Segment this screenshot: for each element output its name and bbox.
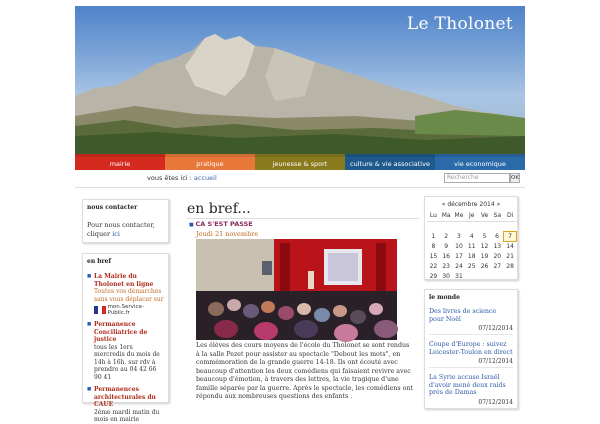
- main-title: en bref...: [187, 201, 251, 217]
- calendar-day: [453, 221, 466, 231]
- list-item: [87, 273, 164, 316]
- calendar-day[interactable]: 26: [480, 262, 489, 270]
- calendar-weekday: Me: [454, 212, 464, 220]
- calendar-day[interactable]: 6: [495, 232, 499, 240]
- news-date: 07/12/2014: [478, 325, 513, 332]
- calendar-day[interactable]: 25: [467, 262, 476, 270]
- bref-sidebar: [82, 253, 169, 423]
- calendar-day: [465, 221, 478, 231]
- breadcrumb: [147, 174, 217, 182]
- news-link[interactable]: Coupe d'Europe : suivez Leicester-Toulon en direct: [429, 341, 513, 356]
- bref-item-head[interactable]: ■ Permanences architecturales du CAUE: [94, 386, 156, 408]
- list-item: [429, 308, 513, 335]
- french-flag-icon: [94, 306, 106, 314]
- main-nav: [75, 154, 525, 170]
- article-date: Jeudi 21 novembre: [196, 230, 259, 238]
- calendar-day: [427, 221, 440, 231]
- bref-item-head[interactable]: ■ La Mairie du Tholonet en ligne: [94, 273, 154, 288]
- article-photo: [196, 239, 397, 340]
- calendar-day[interactable]: 27: [493, 262, 502, 270]
- calendar-day: [478, 221, 491, 231]
- calendar-day[interactable]: 5: [482, 232, 487, 240]
- list-item: [87, 321, 164, 381]
- page: [75, 6, 525, 423]
- bref-item-text: 2ème mardi matin du mois en mairie: [94, 408, 160, 423]
- calendar-day[interactable]: 11: [467, 242, 476, 250]
- calendar-day[interactable]: 31: [455, 272, 463, 280]
- calendar-day: [440, 221, 453, 231]
- calendar-day[interactable]: 28: [506, 262, 514, 270]
- calendar-weekday: Lu: [429, 212, 437, 220]
- calendar-day: [504, 221, 517, 231]
- header-banner: [75, 6, 525, 154]
- calendar-day: [465, 271, 478, 281]
- calendar-day[interactable]: 12: [480, 242, 489, 250]
- nav-item-jeunesse-sport[interactable]: jeunesse & sport: [255, 154, 345, 170]
- calendar-day[interactable]: 9: [444, 242, 449, 250]
- calendar-day: [491, 271, 504, 281]
- calendar-day[interactable]: 4: [469, 232, 474, 240]
- news-widget-title: le monde: [429, 294, 460, 301]
- calendar-day[interactable]: 16: [442, 252, 450, 260]
- calendar-weekday: Ve: [480, 212, 489, 220]
- nav-item-pratique[interactable]: pratique: [165, 154, 255, 170]
- nav-item-vie-economique[interactable]: vie economique: [435, 154, 525, 170]
- list-item: [429, 374, 513, 406]
- calendar-day[interactable]: 17: [455, 252, 463, 260]
- news-widget: [424, 289, 518, 409]
- calendar-weekday: Sa: [493, 212, 502, 220]
- calendar-day[interactable]: 23: [442, 262, 450, 270]
- list-item: [87, 386, 164, 424]
- calendar-day[interactable]: 18: [467, 252, 476, 260]
- contact-description: Pour nous contacter, cliquer: [87, 221, 155, 238]
- calendar-widget: [424, 196, 518, 280]
- calendar-day[interactable]: 21: [506, 252, 514, 260]
- calendar-day: [478, 271, 491, 281]
- contact-link[interactable]: ici: [112, 230, 120, 238]
- calendar-day[interactable]: 22: [429, 262, 438, 270]
- calendar-day[interactable]: 19: [480, 252, 489, 260]
- calendar-day[interactable]: 14: [506, 242, 514, 250]
- site-title[interactable]: Le Tholonet: [406, 14, 513, 34]
- calendar-day[interactable]: 15: [429, 252, 438, 260]
- bref-item-head[interactable]: ■ Permanence Conciliatrice de justice: [94, 321, 148, 343]
- news-link[interactable]: La Syrie accuse Israël d'avoir mené deux raids près de Damas: [429, 374, 506, 396]
- calendar-weekday: Ma: [441, 212, 451, 220]
- article-category[interactable]: ■ CA S'EST PASSE: [189, 220, 253, 228]
- breadcrumb-home-link[interactable]: accueil: [193, 174, 217, 182]
- calendar-grid: [427, 211, 517, 281]
- bref-item-text: tous les 1ers mercredis du mois de 14h à 16h. sur rdv à prendre au 04 42 66 90 41: [94, 343, 160, 381]
- calendar-day[interactable]: 1: [431, 232, 436, 240]
- calendar-day[interactable]: 3: [457, 232, 461, 240]
- calendar-day[interactable]: 7: [504, 231, 517, 241]
- calendar-day[interactable]: 10: [455, 242, 463, 250]
- calendar-day[interactable]: 13: [493, 242, 502, 250]
- contact-title: nous contacter: [87, 204, 138, 211]
- bref-item-sub[interactable]: Toutes vos démarches sans vous déplacer sur: [94, 288, 164, 303]
- calendar-month-nav[interactable]: « décembre 2014 »: [441, 201, 501, 208]
- calendar-weekday: Di: [506, 212, 514, 220]
- calendar-day: [504, 271, 517, 281]
- news-link[interactable]: Des livres de science pour Noël: [429, 308, 497, 323]
- divider: [429, 367, 513, 368]
- search-button[interactable]: OK: [511, 175, 519, 181]
- news-date: 07/12/2014: [478, 358, 513, 365]
- search-input[interactable]: Recherche: [444, 173, 510, 183]
- news-date: 07/12/2014: [478, 398, 513, 406]
- calendar-day[interactable]: 24: [455, 262, 463, 270]
- calendar-day[interactable]: 30: [442, 272, 450, 280]
- list-item: [429, 341, 513, 368]
- service-public-logo[interactable]: [94, 304, 164, 316]
- calendar-weekday: Je: [469, 212, 475, 220]
- nav-item-mairie[interactable]: mairie: [75, 154, 165, 170]
- divider: [429, 334, 513, 335]
- calendar-day: [491, 221, 504, 231]
- nav-item-culture[interactable]: culture & vie associative: [345, 154, 435, 170]
- calendar-day[interactable]: 20: [493, 252, 502, 260]
- calendar-day[interactable]: 8: [431, 242, 436, 250]
- divider: [75, 187, 525, 188]
- title-underline: [187, 218, 419, 219]
- article-text: Les élèves des cours moyens de l'école du Tholonet se sont rendus à la salle Pezet pour assister au spectacle "Debout les mots", en commémoration de la grande guerre 14-18. Ils ont écouté avec beaucoup d'attention les deux comédiens qui faisaient revivre avec beaucoup d'émotion, à travers des lettres, la vie tragique d'une famille séparée par la guerre. Après le spectacle, les comédiens ont répondu aux nombreuses questions des enfants .: [196, 342, 413, 400]
- calendar-day[interactable]: 2: [444, 232, 449, 240]
- service-public-logo-text: mon.Service-Public.fr: [107, 304, 144, 316]
- contact-text: [87, 221, 164, 239]
- calendar-day[interactable]: 29: [429, 272, 438, 280]
- contact-box: [82, 199, 169, 243]
- bref-sidebar-title: en bref: [87, 258, 112, 265]
- breadcrumb-prefix: vous êtes ici :: [147, 174, 192, 182]
